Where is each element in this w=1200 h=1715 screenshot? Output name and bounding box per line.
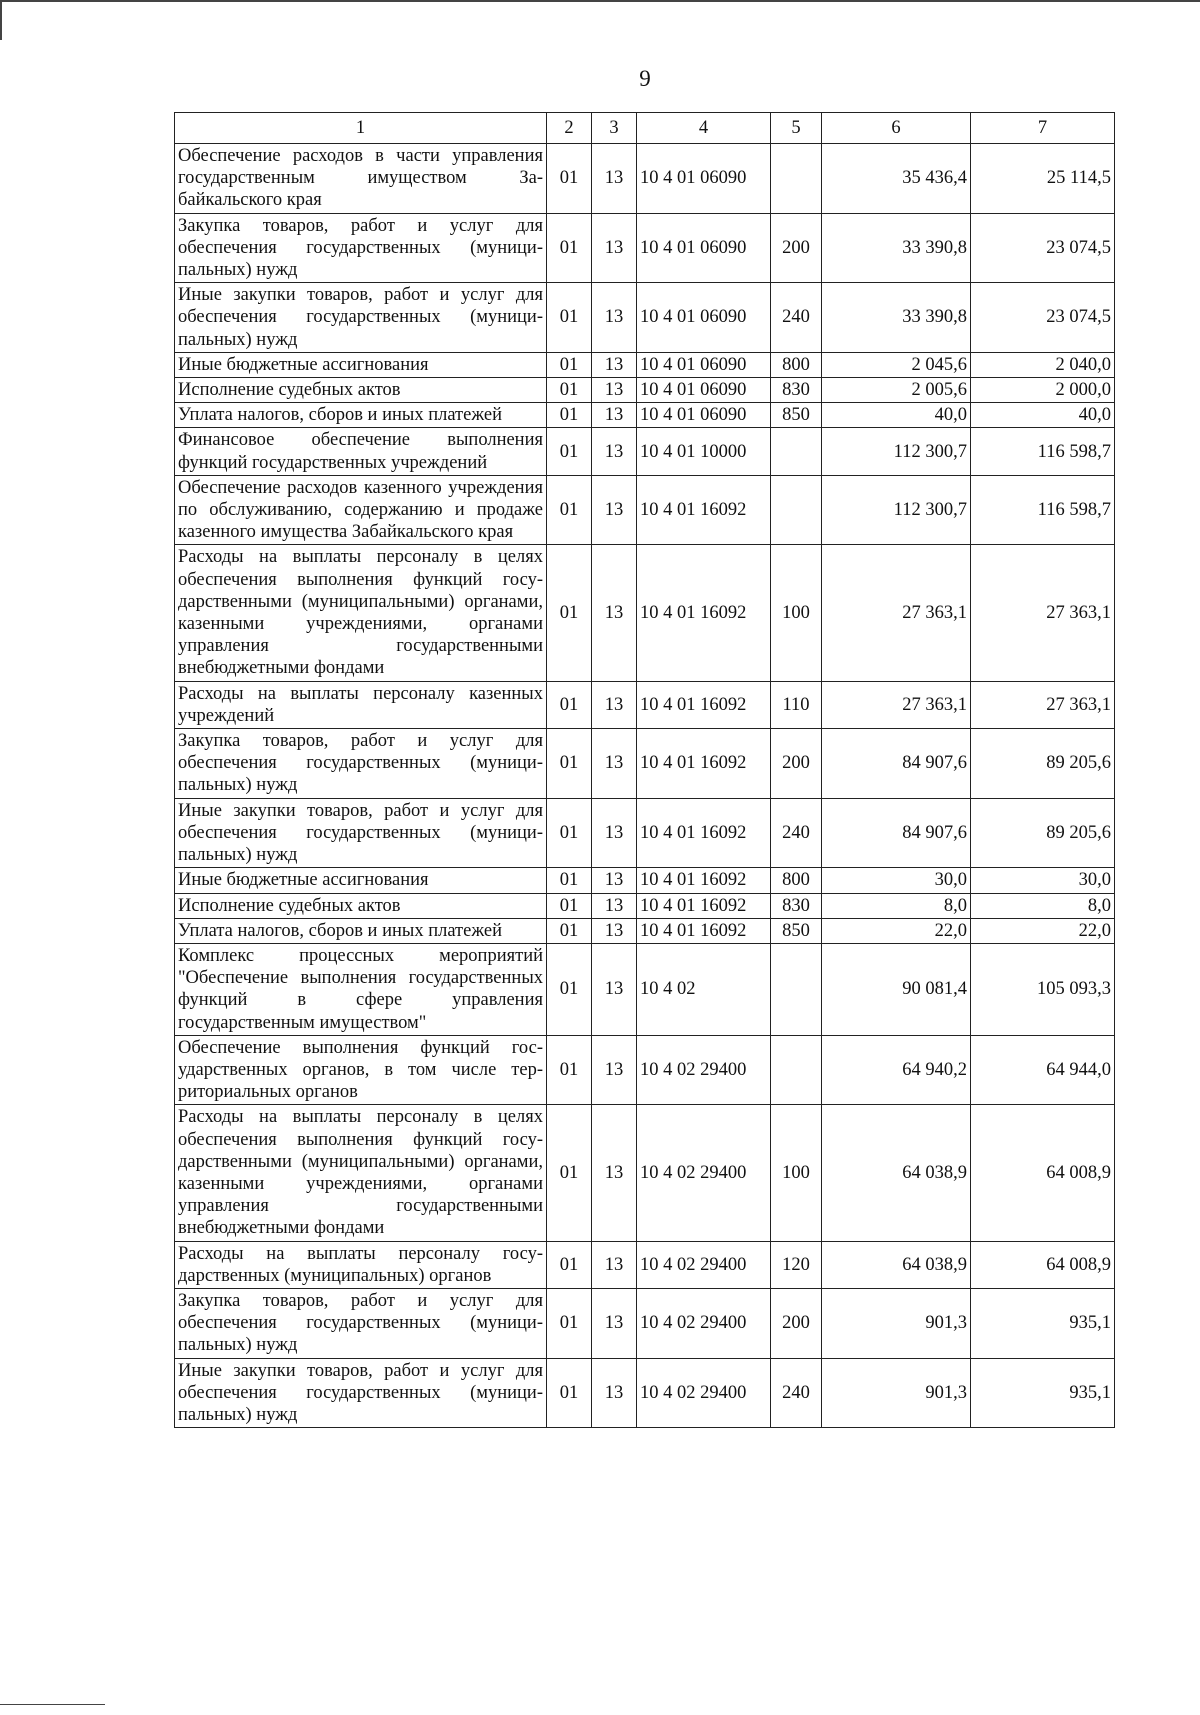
cell-subsection: 13 (592, 428, 637, 475)
cell-name: Исполнение судебных актов (175, 893, 547, 918)
cell-sum-1: 112 300,7 (822, 475, 971, 545)
scan-edge-bottom (0, 1704, 105, 1705)
cell-name: Иные бюджетные ассигнования (175, 868, 547, 893)
cell-sum-1: 2 045,6 (822, 352, 971, 377)
cell-sum-2: 116 598,7 (971, 475, 1115, 545)
cell-sum-1: 33 390,8 (822, 283, 971, 353)
table-row (175, 1358, 1115, 1428)
cell-sum-2: 89 205,6 (971, 729, 1115, 799)
cell-name: Комплекс процессных мероприятий "Обеспечение выполнения государственных функций в сфере управления государственным имуществом" (175, 943, 547, 1035)
cell-name: Иные закупки товаров, работ и услуг для обеспечения государственных (муниципальных) нужд (175, 283, 547, 353)
cell-expense-type: 100 (771, 545, 822, 681)
cell-target-article: 10 4 01 16092 (637, 893, 771, 918)
cell-expense-type: 830 (771, 378, 822, 403)
cell-section: 01 (547, 1035, 592, 1105)
cell-expense-type: 850 (771, 918, 822, 943)
header-col-4: 4 (637, 113, 771, 144)
cell-expense-type: 800 (771, 352, 822, 377)
cell-expense-type: 200 (771, 729, 822, 799)
header-col-1: 1 (175, 113, 547, 144)
cell-name: Расходы на выплаты персоналу в целях обеспечения выполнения функций государственными (муниципальными) органами, казенными учреждениями, органами управления государственными внебюджетными фондами (175, 1105, 547, 1241)
cell-target-article: 10 4 01 06090 (637, 352, 771, 377)
cell-sum-1: 112 300,7 (822, 428, 971, 475)
table-row (175, 403, 1115, 428)
cell-sum-2: 25 114,5 (971, 144, 1115, 214)
table-row (175, 1241, 1115, 1288)
cell-sum-2: 8,0 (971, 893, 1115, 918)
cell-section: 01 (547, 1105, 592, 1241)
table-row (175, 213, 1115, 283)
table-row (175, 681, 1115, 728)
cell-target-article: 10 4 02 29400 (637, 1035, 771, 1105)
cell-sum-2: 64 008,9 (971, 1105, 1115, 1241)
cell-subsection: 13 (592, 681, 637, 728)
header-col-6: 6 (822, 113, 971, 144)
table-row (175, 378, 1115, 403)
cell-name: Расходы на выплаты персоналу государственных (муниципальных) органов (175, 1241, 547, 1288)
cell-target-article: 10 4 01 16092 (637, 868, 771, 893)
cell-target-article: 10 4 01 06090 (637, 403, 771, 428)
cell-section: 01 (547, 681, 592, 728)
cell-section: 01 (547, 1358, 592, 1428)
cell-expense-type (771, 428, 822, 475)
cell-sum-1: 901,3 (822, 1288, 971, 1358)
cell-sum-1: 901,3 (822, 1358, 971, 1428)
cell-expense-type: 200 (771, 213, 822, 283)
table-row (175, 144, 1115, 214)
cell-sum-2: 30,0 (971, 868, 1115, 893)
cell-sum-2: 64 008,9 (971, 1241, 1115, 1288)
table-row (175, 1288, 1115, 1358)
cell-sum-2: 23 074,5 (971, 283, 1115, 353)
cell-sum-1: 84 907,6 (822, 729, 971, 799)
cell-subsection: 13 (592, 893, 637, 918)
cell-section: 01 (547, 378, 592, 403)
cell-section: 01 (547, 943, 592, 1035)
cell-target-article: 10 4 01 16092 (637, 475, 771, 545)
cell-sum-2: 935,1 (971, 1358, 1115, 1428)
cell-sum-2: 116 598,7 (971, 428, 1115, 475)
cell-target-article: 10 4 01 16092 (637, 681, 771, 728)
cell-name: Обеспечение расходов в части управления государственным имуществом Забайкальского края (175, 144, 547, 214)
cell-target-article: 10 4 02 29400 (637, 1241, 771, 1288)
cell-expense-type: 240 (771, 283, 822, 353)
cell-name: Иные закупки товаров, работ и услуг для обеспечения государственных (муниципальных) нужд (175, 1358, 547, 1428)
cell-target-article: 10 4 01 06090 (637, 213, 771, 283)
header-row (175, 113, 1115, 144)
cell-section: 01 (547, 893, 592, 918)
cell-expense-type: 800 (771, 868, 822, 893)
cell-target-article: 10 4 02 29400 (637, 1288, 771, 1358)
cell-name: Уплата налогов, сборов и иных платежей (175, 403, 547, 428)
cell-target-article: 10 4 02 29400 (637, 1358, 771, 1428)
cell-subsection: 13 (592, 213, 637, 283)
cell-section: 01 (547, 798, 592, 868)
cell-expense-type: 850 (771, 403, 822, 428)
cell-expense-type: 100 (771, 1105, 822, 1241)
scan-edge-top (0, 0, 1200, 2)
cell-sum-2: 64 944,0 (971, 1035, 1115, 1105)
table-row (175, 1105, 1115, 1241)
cell-expense-type (771, 144, 822, 214)
cell-section: 01 (547, 428, 592, 475)
header-col-2: 2 (547, 113, 592, 144)
cell-subsection: 13 (592, 403, 637, 428)
cell-name: Обеспечение выполнения функций государственных органов, в том числе территориальных органов (175, 1035, 547, 1105)
cell-expense-type (771, 475, 822, 545)
scan-edge-left (0, 0, 2, 40)
cell-section: 01 (547, 1241, 592, 1288)
cell-sum-1: 64 940,2 (822, 1035, 971, 1105)
cell-sum-2: 89 205,6 (971, 798, 1115, 868)
cell-sum-2: 27 363,1 (971, 545, 1115, 681)
cell-section: 01 (547, 283, 592, 353)
cell-sum-1: 90 081,4 (822, 943, 971, 1035)
cell-expense-type: 240 (771, 1358, 822, 1428)
cell-target-article: 10 4 01 16092 (637, 918, 771, 943)
table-row (175, 798, 1115, 868)
cell-target-article: 10 4 01 06090 (637, 378, 771, 403)
header-col-3: 3 (592, 113, 637, 144)
header-col-7: 7 (971, 113, 1115, 144)
table-row (175, 729, 1115, 799)
cell-sum-1: 40,0 (822, 403, 971, 428)
cell-sum-1: 22,0 (822, 918, 971, 943)
cell-section: 01 (547, 403, 592, 428)
table-row (175, 868, 1115, 893)
cell-subsection: 13 (592, 1105, 637, 1241)
cell-name: Расходы на выплаты персоналу казенных учреждений (175, 681, 547, 728)
cell-subsection: 13 (592, 1358, 637, 1428)
table-row (175, 352, 1115, 377)
cell-target-article: 10 4 02 (637, 943, 771, 1035)
cell-subsection: 13 (592, 1035, 637, 1105)
cell-target-article: 10 4 01 16092 (637, 729, 771, 799)
cell-name: Иные закупки товаров, работ и услуг для обеспечения государственных (муниципальных) нужд (175, 798, 547, 868)
cell-target-article: 10 4 01 06090 (637, 144, 771, 214)
table-row (175, 1035, 1115, 1105)
cell-sum-2: 935,1 (971, 1288, 1115, 1358)
cell-subsection: 13 (592, 475, 637, 545)
cell-sum-1: 64 038,9 (822, 1241, 971, 1288)
cell-sum-2: 27 363,1 (971, 681, 1115, 728)
cell-section: 01 (547, 213, 592, 283)
budget-table (174, 112, 1115, 1428)
cell-subsection: 13 (592, 918, 637, 943)
table-header (175, 113, 1115, 144)
cell-sum-1: 35 436,4 (822, 144, 971, 214)
cell-sum-1: 8,0 (822, 893, 971, 918)
cell-sum-1: 84 907,6 (822, 798, 971, 868)
cell-name: Исполнение судебных актов (175, 378, 547, 403)
cell-subsection: 13 (592, 545, 637, 681)
cell-expense-type (771, 1035, 822, 1105)
cell-sum-1: 30,0 (822, 868, 971, 893)
cell-sum-2: 22,0 (971, 918, 1115, 943)
cell-name: Закупка товаров, работ и услуг для обеспечения государственных (муниципальных) нужд (175, 729, 547, 799)
cell-name: Иные бюджетные ассигнования (175, 352, 547, 377)
page-number: 9 (639, 66, 651, 91)
cell-target-article: 10 4 01 06090 (637, 283, 771, 353)
cell-sum-1: 33 390,8 (822, 213, 971, 283)
cell-subsection: 13 (592, 1241, 637, 1288)
cell-section: 01 (547, 1288, 592, 1358)
table-row (175, 545, 1115, 681)
cell-sum-1: 64 038,9 (822, 1105, 971, 1241)
cell-subsection: 13 (592, 283, 637, 353)
cell-expense-type: 240 (771, 798, 822, 868)
header-col-5: 5 (771, 113, 822, 144)
cell-subsection: 13 (592, 943, 637, 1035)
cell-sum-2: 2 040,0 (971, 352, 1115, 377)
cell-name: Уплата налогов, сборов и иных платежей (175, 918, 547, 943)
cell-subsection: 13 (592, 1288, 637, 1358)
cell-section: 01 (547, 475, 592, 545)
table-row (175, 283, 1115, 353)
cell-sum-2: 105 093,3 (971, 943, 1115, 1035)
cell-name: Закупка товаров, работ и услуг для обеспечения государственных (муниципальных) нужд (175, 1288, 547, 1358)
cell-section: 01 (547, 868, 592, 893)
cell-expense-type: 830 (771, 893, 822, 918)
cell-subsection: 13 (592, 144, 637, 214)
cell-section: 01 (547, 144, 592, 214)
cell-target-article: 10 4 02 29400 (637, 1105, 771, 1241)
table-row (175, 943, 1115, 1035)
cell-target-article: 10 4 01 16092 (637, 545, 771, 681)
cell-expense-type: 120 (771, 1241, 822, 1288)
cell-section: 01 (547, 729, 592, 799)
table-row (175, 428, 1115, 475)
cell-expense-type (771, 943, 822, 1035)
table-body (175, 144, 1115, 1428)
cell-sum-1: 2 005,6 (822, 378, 971, 403)
cell-name: Расходы на выплаты персоналу в целях обеспечения выполнения функций государственными (муниципальными) органами, казенными учреждениями, органами управления государственными внебюджетными фондами (175, 545, 547, 681)
cell-sum-1: 27 363,1 (822, 545, 971, 681)
table-row (175, 475, 1115, 545)
cell-subsection: 13 (592, 729, 637, 799)
cell-name: Обеспечение расходов казенного учреждения по обслуживанию, содержанию и продаже казенного имущества Забайкальского края (175, 475, 547, 545)
cell-sum-2: 40,0 (971, 403, 1115, 428)
cell-sum-1: 27 363,1 (822, 681, 971, 728)
cell-section: 01 (547, 545, 592, 681)
cell-sum-2: 2 000,0 (971, 378, 1115, 403)
cell-sum-2: 23 074,5 (971, 213, 1115, 283)
cell-section: 01 (547, 352, 592, 377)
cell-expense-type: 110 (771, 681, 822, 728)
table-row (175, 893, 1115, 918)
table-row (175, 918, 1115, 943)
cell-subsection: 13 (592, 352, 637, 377)
cell-target-article: 10 4 01 16092 (637, 798, 771, 868)
cell-name: Финансовое обеспечение выполнения функций государственных учреждений (175, 428, 547, 475)
cell-subsection: 13 (592, 378, 637, 403)
cell-section: 01 (547, 918, 592, 943)
cell-target-article: 10 4 01 10000 (637, 428, 771, 475)
cell-subsection: 13 (592, 798, 637, 868)
cell-name: Закупка товаров, работ и услуг для обеспечения государственных (муниципальных) нужд (175, 213, 547, 283)
cell-subsection: 13 (592, 868, 637, 893)
cell-expense-type: 200 (771, 1288, 822, 1358)
